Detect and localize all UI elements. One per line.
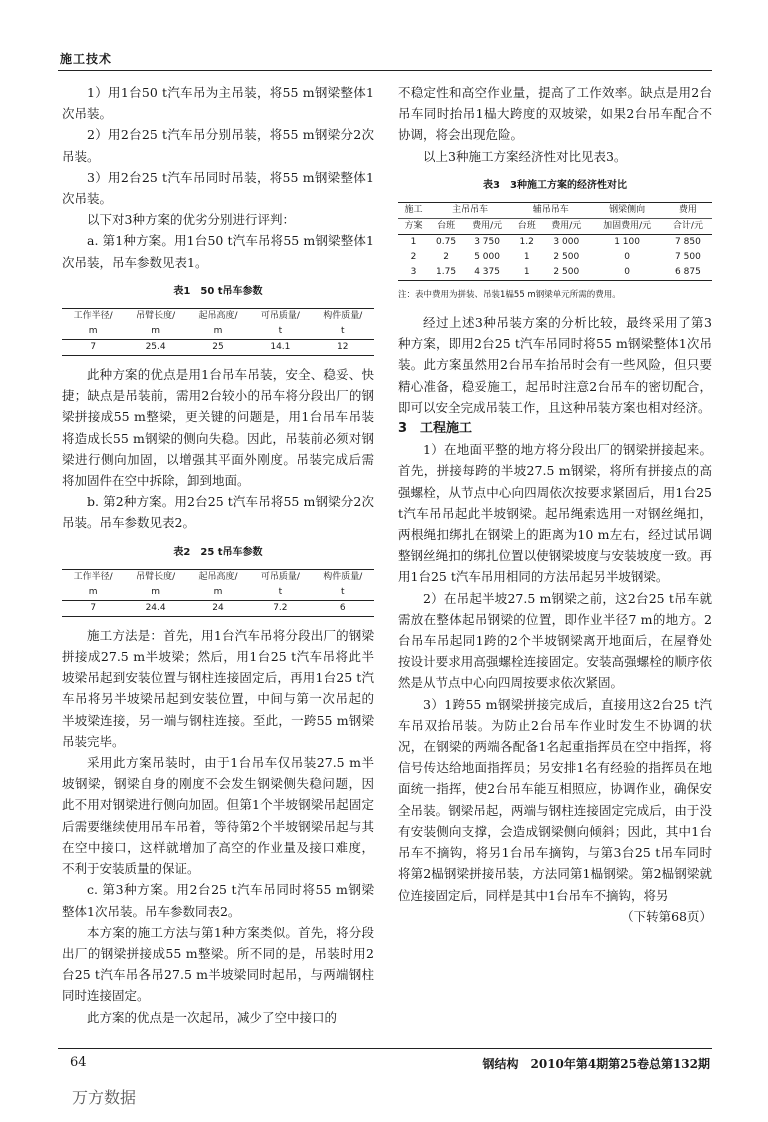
table2 bbox=[62, 569, 374, 617]
table3-caption: 表3 3种施工方案的经济性对比 bbox=[483, 179, 627, 191]
table-unit: m bbox=[124, 585, 186, 601]
table1 bbox=[62, 308, 374, 356]
paragraph: 经过上述3种吊装方案的分析比较，最终采用了第3种方案，即用2台25 t汽车吊同时将55 m钢梁整体1次吊装。此方案虽然用2台吊车抬吊时会有一些风险，但只要精心准备，稳妥施工，起吊时注意2台吊车的密切配合，即可以安全完成吊装工作，且这种吊装方案也相对经济。 bbox=[398, 315, 712, 415]
table-header: 工作半径/ bbox=[62, 309, 124, 325]
table-unit: t bbox=[249, 585, 311, 601]
table-row bbox=[398, 250, 712, 265]
paragraph: 3）用2台25 t汽车吊同时吊装，将55 m钢梁整体1次吊装。 bbox=[62, 169, 374, 207]
table-cell: 3 bbox=[398, 265, 429, 281]
table-header: 构件质量/ bbox=[312, 309, 374, 325]
table-cell: 7 850 bbox=[675, 237, 701, 248]
table-row bbox=[62, 340, 374, 356]
paragraph: 本方案的施工方法与第1种方案类似。首先，将分段出厂的钢梁拼接成55 m整梁。所不同的是，吊装时用2台25 t汽车吊各吊27.5 m半坡梁同时起吊，与两端钢柱同时连接固定。 bbox=[62, 924, 374, 1004]
paragraph: 1）用1台50 t汽车吊为主吊装，将55 m钢梁整体1次吊装。 bbox=[62, 85, 374, 122]
paragraph: 以下对3种方案的优劣分别进行评判： bbox=[87, 212, 295, 228]
table-cell: 0 bbox=[624, 252, 630, 263]
table-cell: 2 500 bbox=[553, 252, 580, 263]
table-subheader: 方案 bbox=[398, 219, 429, 235]
table2-caption: 表2 25 t吊车参数 bbox=[173, 546, 263, 558]
table-header: 费用 bbox=[664, 203, 712, 219]
table-cell: 1 bbox=[410, 237, 417, 248]
table-cell: 7 bbox=[62, 600, 124, 616]
table-header: 起吊高度/ bbox=[187, 569, 249, 585]
table-header: 钢梁侧向 bbox=[590, 203, 664, 219]
paragraph: 此方案的优点是一次起吊，减少了空中接口的 bbox=[87, 1009, 338, 1025]
table-header: 工作半径/ bbox=[62, 569, 124, 585]
table-cell: 1 100 bbox=[614, 237, 640, 248]
running-header: 施工技术 bbox=[60, 52, 113, 66]
table-cell: 6 bbox=[312, 600, 374, 616]
table-cell: 25 bbox=[187, 340, 249, 356]
table-row bbox=[398, 265, 712, 281]
table-cell: 24 bbox=[187, 600, 249, 616]
table-unit: t bbox=[312, 585, 374, 601]
table-unit: t bbox=[312, 324, 374, 340]
continued-note: （下转第68页） bbox=[621, 908, 712, 924]
table-header: 构件质量/ bbox=[312, 569, 374, 585]
table-subheader: 台班 bbox=[429, 219, 463, 235]
paragraph: 以上3种施工方案经济性对比见表3。 bbox=[423, 148, 627, 164]
paragraph: 不稳定性和高空作业量，提高了工作效率。缺点是用2台吊车同时抬吊1榀大跨度的双坡梁，如果2台吊车配合不协调，将会出现危险。 bbox=[398, 85, 712, 143]
paragraph: b. 第2种方案。用2台25 t汽车吊将55 m钢梁分2次吊装。吊车参数见表2。 bbox=[62, 494, 374, 531]
table-cell: 3 750 bbox=[474, 237, 500, 248]
table1-caption: 表1 50 t吊车参数 bbox=[173, 285, 263, 297]
table-cell: 0.75 bbox=[436, 237, 457, 248]
table-subheader: 费用/元 bbox=[463, 219, 511, 235]
table-header: 吊臂长度/ bbox=[124, 569, 186, 585]
table-cell: 0 bbox=[590, 265, 664, 281]
table-unit: m bbox=[187, 324, 249, 340]
table-header: 可吊质量/ bbox=[249, 309, 311, 325]
paragraph: 此种方案的优点是用1台吊车吊装，安全、稳妥、快捷；缺点是吊装前，需用2台较小的吊车将分段出厂的钢梁拼接成55 m整梁，更关键的问题是，用1台吊车吊装将造成长55 m钢梁的侧向失稳。因此，吊装前必须对钢梁进行侧向加固，以增强其平面外刚度。吊装完成后需将加固件在空中拆除，卸到地面。 bbox=[62, 367, 374, 489]
paragraph: 施工方法是：首先，用1台汽车吊将分段出厂的钢梁拼接成27.5 m半坡梁；然后，用1台25 t汽车吊将此半坡梁吊起到安装位置与钢柱连接固定后，再用1台25 t汽车吊将另半坡梁吊起到安装位置，中间与第一次吊起的半坡梁连接，另一端与钢柱连接。至此，一跨55 m钢梁吊装完毕。 bbox=[62, 627, 374, 749]
table-header: 辅吊吊车 bbox=[511, 203, 590, 219]
table-header: 施工 bbox=[398, 203, 429, 219]
table-subheader: 加固费用/元 bbox=[590, 219, 664, 235]
table-cell: 3 000 bbox=[553, 237, 580, 248]
left-column bbox=[62, 82, 374, 1028]
table-cell: 6 875 bbox=[664, 265, 712, 281]
table-header: 主吊吊车 bbox=[429, 203, 511, 219]
paragraph: 采用此方案吊装时，由于1台吊车仅吊装27.5 m半坡钢梁，钢梁自身的刚度不会发生钢梁侧失稳问题，因此不用对钢梁进行侧向加固。但第1个半坡钢梁吊起固定后需要继续使用吊车吊着，等待第2个半坡钢梁吊起与其在空中接口，这样就增加了高空的作业量及接口难度，不利于安装质量的保证。 bbox=[62, 755, 374, 877]
table-cell: 7 500 bbox=[675, 252, 701, 263]
paragraph: a. 第1种方案。用1台50 t汽车吊将55 m钢梁整体1次吊装，吊车参数见表1。 bbox=[62, 233, 374, 270]
table-subheader: 台班 bbox=[511, 219, 542, 235]
journal-info: 钢结构 2010年第4期第25卷总第132期 bbox=[482, 1057, 710, 1071]
paragraph: 2）在吊起半坡27.5 m钢梁之前，这2台25 t吊车就需放在整体起吊钢梁的位置，即作业半径7 m的地方。2台吊车吊起同1跨的2个半坡钢梁离开地面后，在屋脊处按设计要求用高强螺栓连接固定。安装高强螺栓的顺序依然是从节点中心向四周按要求依次紧固。 bbox=[398, 590, 712, 691]
table-cell: 14.1 bbox=[249, 340, 311, 356]
page-number: 64 bbox=[70, 1055, 87, 1070]
table-subheader: 费用/元 bbox=[542, 219, 590, 235]
paragraph: 3）1跨55 m钢梁拼接完成后，直接用这2台25 t汽车吊双抬吊装。为防止2台吊车作业时发生不协调的状况，在钢梁的两端各配备1名起重指挥员在空中指挥，将信号传达给地面指挥员；另安排1名有经验的指挥员在地面统一指挥，使2台吊车能互相照应，协调作业，确保安全吊装。钢梁吊起，两端与钢柱连接固定完成后，由于没有安装侧向支撑，会造成钢梁侧向倾斜；因此，其中1台吊车不摘钩，将另1台吊车摘钩，与第3台25 t吊车同时将第2榀钢梁拼接吊装，方法同第1榀钢梁。第2榀钢梁就位连接固定后，同样是其中1台吊车不摘钩，将另 bbox=[398, 696, 712, 903]
table-header: 起吊高度/ bbox=[187, 309, 249, 325]
table-cell: 24.4 bbox=[124, 600, 186, 616]
table-row bbox=[398, 235, 712, 251]
table-cell: 4 375 bbox=[463, 265, 511, 281]
table-cell: 2 bbox=[410, 252, 417, 263]
table-unit: t bbox=[249, 324, 311, 340]
table-cell: 7.2 bbox=[249, 600, 311, 616]
table-cell: 1 bbox=[511, 265, 542, 281]
right-column bbox=[398, 82, 712, 927]
table-cell: 5 000 bbox=[474, 252, 500, 263]
paragraph: 2）用2台25 t汽车吊分别吊装，将55 m钢梁分2次吊装。 bbox=[62, 127, 374, 164]
footer-divider bbox=[58, 1048, 712, 1049]
table-cell: 7 bbox=[62, 340, 124, 356]
table-unit: m bbox=[124, 324, 186, 340]
table-unit: m bbox=[187, 585, 249, 601]
table-cell: 12 bbox=[312, 340, 374, 356]
table-cell: 2 500 bbox=[542, 265, 590, 281]
table-row bbox=[62, 600, 374, 616]
paragraph: 1）在地面平整的地方将分段出厂的钢梁拼接起来。首先，拼接每跨的半坡27.5 m钢梁，将所有拼接点的高强螺栓，从节点中心向四周依次按要求紧固后，用1台25 t汽车吊吊起此半坡钢梁。起吊绳索选用一对钢丝绳扣，两根绳扣绑扎在钢梁上的距离为10 m左右，经过试吊调整钢丝绳扣的绑扎位置以使钢梁坡度与安装坡度一致。再用1台25 t汽车吊用相同的方法吊起另半坡钢梁。 bbox=[398, 442, 712, 585]
table-unit: m bbox=[62, 324, 124, 340]
header-divider bbox=[58, 70, 712, 71]
table3-note: 注：表中费用为拼装、吊装1榀55 m钢梁单元所需的费用。 bbox=[398, 290, 621, 301]
watermark: 万方数据 bbox=[72, 1088, 137, 1107]
table-cell: 1.2 bbox=[519, 237, 534, 248]
table-subheader: 合计/元 bbox=[664, 219, 712, 235]
table3 bbox=[398, 202, 712, 281]
table-cell: 25.4 bbox=[124, 340, 186, 356]
table-cell: 1.75 bbox=[429, 265, 463, 281]
table-header: 可吊质量/ bbox=[249, 569, 311, 585]
table-cell: 2 bbox=[443, 252, 449, 263]
table-unit: m bbox=[62, 585, 124, 601]
table-header: 吊臂长度/ bbox=[124, 309, 186, 325]
paragraph: c. 第3种方案。用2台25 t汽车吊同时将55 m钢梁整体1次吊装。吊车参数同表2。 bbox=[62, 882, 374, 919]
section-heading: 3 工程施工 bbox=[398, 421, 473, 437]
table-cell: 1 bbox=[523, 252, 530, 263]
